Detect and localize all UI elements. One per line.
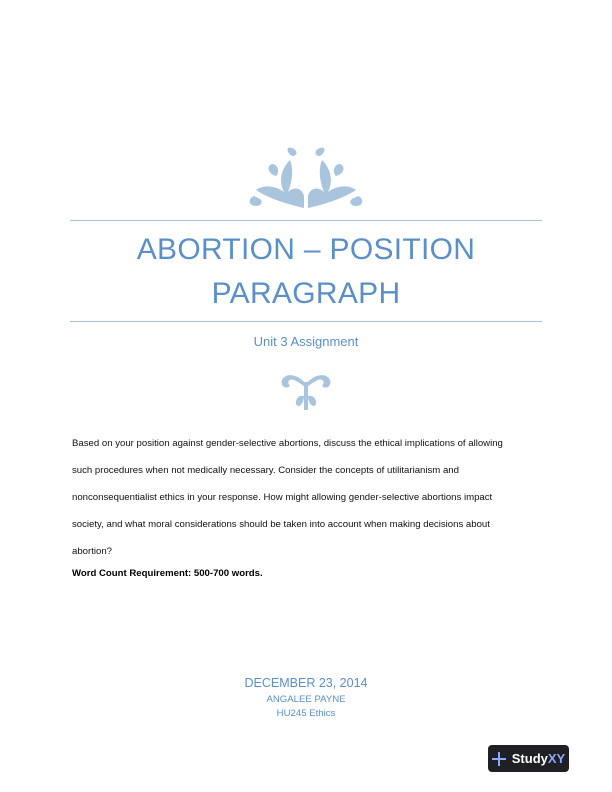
- brand-suffix: XY: [547, 751, 566, 766]
- document-title: [70, 228, 542, 316]
- plus-icon: [492, 752, 506, 766]
- course-name: HU245 Ethics: [276, 708, 336, 719]
- brand-prefix: Study: [511, 751, 548, 766]
- document-date: DECEMBER 23, 2014: [244, 676, 368, 690]
- prompt-line: Based on your position against gender-selective abortions, discuss the ethical implications of allowing: [72, 438, 503, 449]
- author-name: ANGALEE PAYNE: [266, 694, 346, 705]
- document-subtitle: Unit 3 Assignment: [253, 334, 359, 349]
- prompt-line: society, and what moral considerations should be taken into account when making decisions about: [72, 519, 490, 530]
- title-bottom-rule: [70, 321, 542, 322]
- floral-ornament-icon: [246, 146, 366, 212]
- prompt-line: nonconsequentialist ethics in your response. How might allowing gender-selective abortions impact: [72, 492, 493, 503]
- title-line-2: PARAGRAPH: [211, 277, 401, 310]
- word-count-requirement: Word Count Requirement: 500-700 words.: [72, 568, 263, 579]
- assignment-prompt: [72, 430, 542, 565]
- prompt-line: abortion?: [72, 546, 113, 557]
- title-line-1: ABORTION – POSITION: [136, 233, 476, 266]
- studyxy-badge[interactable]: [488, 745, 569, 772]
- fleur-ornament-icon: [280, 370, 332, 412]
- title-top-rule: [70, 220, 542, 221]
- prompt-line: such procedures when not medically necessary. Consider the concepts of utilitarianism and: [72, 465, 459, 476]
